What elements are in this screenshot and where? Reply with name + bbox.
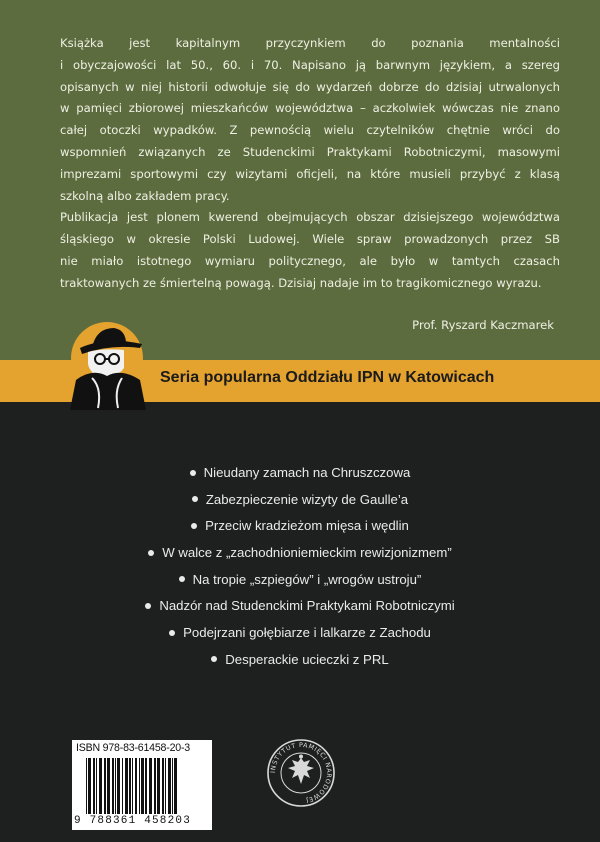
blurb-paragraph-2 [60,207,560,294]
titles-list [0,460,600,674]
list-item [0,460,600,487]
blurb-line: w pamięci zbiorowej mieszkańców województwa – aczkolwiek wówczas nie znano [60,101,560,116]
barcode-bar [125,758,128,814]
blurb-line: opisanych w niej historii odwołuje się do wydarzeń dobrze do dzisiaj utrwalonych [60,79,560,94]
series-title: Seria popularna Oddziału IPN w Katowicach [160,369,495,386]
barcode-bar [86,758,87,814]
list-item-label: Przeciw kradzieżom mięsa i wędlin [205,518,409,534]
barcode-bar [132,758,133,814]
barcode-bar [149,758,152,814]
barcode-bar [115,758,116,814]
barcode-digits: 9 788361 458203 [74,815,192,827]
barcode-bar [88,758,91,814]
barcode-bar [129,758,131,814]
blurb-line: śląskiego w okresie Polski Ludowej. Wiele spraw prowadzonych przez SB [60,232,560,247]
list-item-label: Zabezpieczenie wizyty de Gaulle’a [205,491,409,507]
blurb-line: nie miało istotnego wymiaru politycznego, ale było w tamtych czasach [60,253,560,268]
barcode-bar [157,758,160,814]
blurb-line: Publikacja jest plonem kwerend obejmujących obszar dzisiejszego województwa [60,210,560,225]
isbn-label: ISBN 978-83-61458-20-3 [76,742,190,754]
bullet-icon [191,523,197,529]
barcode-bar [135,758,137,814]
barcode-bar [96,758,97,814]
bullet-icon [179,576,185,582]
barcode-bar [122,758,123,814]
bullet-icon [192,496,198,502]
list-item-label: Nieudany zamach na Chruszczowa [203,465,411,480]
blurb-line: traktowanych ze śmiertelną powagą. Dzisiaj nadaje im to tragikomicznego wyrazu. [60,275,542,290]
barcode-bar [107,758,110,814]
list-item [0,513,600,540]
blurb-line: całej otoczki wypadków. Z pewnością wielu czytelników chętnie wróci do [60,123,560,138]
list-item-label: Nadzór nad Studenckimi Praktykami Robotniczymi [159,598,455,614]
barcode-bar [154,758,156,814]
blurb-line: imprezami sportowymi czy wizytami oficjeli, na które musieli przybyć z klasą [60,166,560,181]
blurb-line: i obyczajowości lat 50., 60. i 70. Napisano ją barwnym językiem, a szereg [60,57,560,72]
blurb [60,33,560,295]
svg-text:INSTYTUT PAMIĘCI NARODOWEJ: INSTYTUT PAMIĘCI NARODOWEJ [268,740,334,805]
blurb-line: szkolną albo zakładem pracy. [60,188,230,203]
bullet-icon [169,630,175,636]
barcode-bar [93,758,95,814]
spy-silhouette-icon [62,318,152,410]
bullet-icon [148,550,154,556]
list-item-label: Desperackie ucieczki z PRL [225,651,389,667]
barcode-bar [112,758,114,814]
list-item [0,540,600,567]
barcode-icon [84,758,204,816]
barcode-bar [174,758,177,814]
blurb-line: wspomnień związanych ze Studenckimi Praktykami Robotniczymi, masowymi [60,144,560,159]
barcode-bar [104,758,106,814]
blurb-paragraph-1 [60,33,560,207]
barcode-bar [139,758,140,814]
list-item [0,593,600,620]
list-item-label: Podejrzani gołębiarze i lalkarze z Zachodu [183,625,431,641]
bullet-icon [145,603,151,609]
barcode-bar [99,758,102,814]
barcode-bar [162,758,164,814]
list-item [0,567,600,594]
barcode-bar [117,758,120,814]
barcode-bar [141,758,144,814]
list-item [0,487,600,514]
barcode-bar [168,758,171,814]
signature: Prof. Ryszard Kaczmarek [412,318,554,332]
list-item [0,647,600,674]
blurb-line: Książka jest kapitalnym przyczynkiem do poznania mentalności [60,36,560,50]
ipn-seal-icon [266,738,336,808]
bullet-icon [190,470,196,476]
barcode-bar [145,758,147,814]
barcode-bar [172,758,173,814]
list-item-label: Na tropie „szpiegów” i „wrogów ustroju” [192,571,422,587]
list-item-label: W walce z „zachodnioniemieckim rewizjonizmem” [162,545,452,561]
list-item [0,620,600,647]
bullet-icon [211,656,217,662]
barcode-bar [165,758,166,814]
